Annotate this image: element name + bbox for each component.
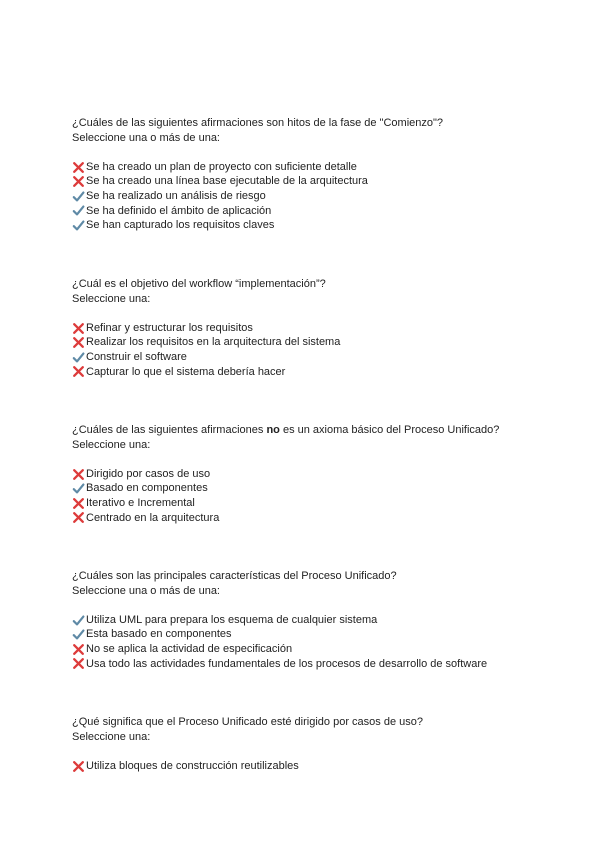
list-item	[72, 189, 572, 204]
list-item	[72, 321, 572, 336]
option-label: Se ha creado un plan de proyecto con suficiente detalle	[86, 160, 357, 173]
cross-icon	[72, 365, 85, 378]
option-list	[72, 321, 572, 379]
question-text: ¿Cuáles son las principales características del Proceso Unificado?	[72, 570, 397, 582]
list-item	[72, 613, 572, 628]
cross-icon	[72, 468, 85, 481]
option-label: Se ha creado una línea base ejecutable de la arquitectura	[86, 175, 368, 188]
list-item	[72, 642, 572, 657]
cross-icon	[72, 175, 85, 188]
option-label: Se han capturado los requisitos claves	[86, 219, 275, 232]
cross-icon	[72, 657, 85, 670]
question-2	[72, 277, 572, 379]
question-text: ¿Cuáles de las siguientes afirmaciones son hitos de la fase de "Comienzo"?	[72, 117, 444, 129]
option-label: Realizar los requisitos en la arquitectura del sistema	[86, 336, 341, 349]
option-label: Esta basado en componentes	[86, 628, 232, 641]
check-icon	[72, 628, 85, 641]
question-instruction: Seleccione una o más de una:	[72, 131, 220, 144]
option-label: Se ha realizado un análisis de riesgo	[86, 189, 266, 202]
option-label: Capturar lo que el sistema debería hacer	[86, 365, 286, 378]
question-instruction: Seleccione una:	[72, 438, 151, 451]
list-item	[72, 467, 572, 482]
option-label: Utiliza bloques de construcción reutilizables	[86, 759, 299, 772]
cross-icon	[72, 161, 85, 174]
list-item	[72, 511, 572, 526]
list-item	[72, 496, 572, 511]
option-list	[72, 467, 572, 525]
cross-icon	[72, 643, 85, 656]
check-icon	[72, 204, 85, 217]
check-icon	[72, 482, 85, 495]
option-list	[72, 160, 572, 233]
cross-icon	[72, 322, 85, 335]
option-list	[72, 613, 572, 671]
option-label: Se ha definido el ámbito de aplicación	[86, 204, 272, 217]
question-text: ¿Cuál es el objetivo del workflow “implementación”?	[72, 278, 326, 290]
list-item	[72, 759, 572, 774]
option-label: Refinar y estructurar los requisitos	[86, 321, 253, 334]
list-item	[72, 365, 572, 380]
cross-icon	[72, 497, 85, 510]
question-instruction: Seleccione una:	[72, 292, 151, 305]
question-instruction: Seleccione una o más de una:	[72, 584, 220, 597]
list-item	[72, 627, 572, 642]
option-label: Basado en componentes	[86, 482, 208, 495]
list-item	[72, 350, 572, 365]
question-4	[72, 569, 572, 671]
option-label: Utiliza UML para prepara los esquema de cualquier sistema	[86, 613, 378, 626]
question-text-start: ¿Cuáles de las siguientes afirmaciones	[72, 424, 267, 436]
list-item	[72, 481, 572, 496]
question-5	[72, 715, 572, 773]
cross-icon	[72, 760, 85, 773]
question-text-emphasis: no	[266, 424, 280, 436]
question-text-end: es un axioma básico del Proceso Unificado?	[279, 424, 500, 436]
question-text: ¿Qué significa que el Proceso Unificado esté dirigido por casos de uso?	[72, 716, 423, 728]
question-instruction: Seleccione una:	[72, 730, 151, 743]
question-1	[72, 116, 572, 233]
check-icon	[72, 614, 85, 627]
question-text	[72, 423, 572, 438]
check-icon	[72, 351, 85, 364]
question-3	[72, 423, 572, 525]
option-label: No se aplica la actividad de especificación	[86, 642, 293, 655]
list-item	[72, 160, 572, 175]
list-item	[72, 657, 572, 672]
option-label: Iterativo e Incremental	[86, 496, 195, 509]
option-list	[72, 759, 572, 774]
cross-icon	[72, 511, 85, 524]
list-item	[72, 204, 572, 219]
option-label: Centrado en la arquitectura	[86, 511, 220, 524]
option-label: Dirigido por casos de uso	[86, 467, 211, 480]
list-item	[72, 174, 572, 189]
list-item	[72, 218, 572, 233]
cross-icon	[72, 336, 85, 349]
check-icon	[72, 190, 85, 203]
list-item	[72, 335, 572, 350]
option-label: Usa todo las actividades fundamentales de los procesos de desarrollo de software	[86, 657, 488, 670]
check-icon	[72, 219, 85, 232]
option-label: Construir el software	[86, 350, 187, 363]
